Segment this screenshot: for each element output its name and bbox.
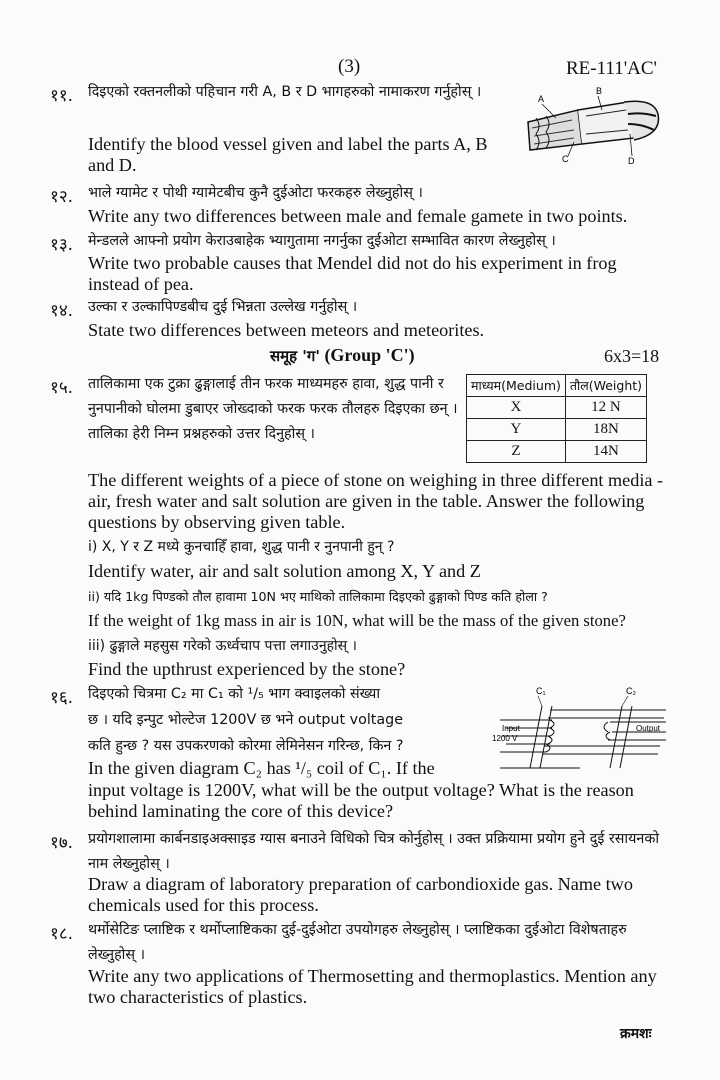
input-voltage-label: 1200 V (492, 734, 518, 743)
continued-label: क्रमशः (620, 1026, 652, 1042)
table-cell: 12 N (565, 397, 646, 419)
question-number-11: ११. (50, 86, 74, 106)
q15-iii-nepali: iii) ढुङ्गाले महसुस गरेको ऊर्ध्वचाप पत्ता लगाउनुहोस् । (88, 638, 357, 654)
q15-nepali: तालिकामा एक टुक्रा ढुङ्गालाई तीन फरक माध्यमहरु हावा, शुद्ध पानी र नुनपानीको घोलमा डुबाएर जोख्दाको फरक फरक तौलहरु दिइएका छन् । तालिका हेरी निम्न प्रश्नहरुको उत्तर दिनुहोस् । (88, 376, 458, 442)
q17-english: Draw a diagram of laboratory preparation of carbondioxide gas. Name two chemicals used for this process. (88, 874, 633, 915)
q15-i-english: Identify water, air and salt solution among X, Y and Z (88, 561, 481, 581)
group-title-english: (Group 'C') (324, 345, 415, 365)
question-number-14: १४. (50, 301, 74, 321)
table-cell: Y (467, 419, 566, 441)
media-weight-table (466, 374, 647, 463)
group-title-nepali: समूह 'ग' (270, 347, 320, 365)
table-header-medium: माध्यम(Medium) (467, 375, 566, 397)
q16-english-1: In the given diagram C₂ has ¹/₅ coil of C₁. If the (88, 758, 435, 778)
q16-nepali-1: दिइएको चित्रमा C₂ मा C₁ को ¹/₅ भाग क्वाइलको संख्या (88, 686, 381, 702)
table-row (467, 419, 647, 441)
blood-vessel-diagram (516, 84, 666, 164)
output-label: Output (636, 724, 661, 733)
q11-nepali: दिइएको रक्तनलीको पहिचान गरी A, B र D भागहरुको नामाकरण गर्नुहोस् । (88, 84, 482, 100)
q15-english: The different weights of a piece of stone on weighing in three different media - air, fresh water and salt solution are given in the table. Answer the following questions by observing given table. (88, 470, 664, 532)
q18-nepali: थर्मोसेटिङ प्लाष्टिक र थर्मोप्लाष्टिकका दुई-दुईओटा उपयोगहरु लेख्नुहोस् । प्लाष्टिकका दुईओटा विशेषताहरु लेख्नुहोस् । (88, 922, 627, 963)
group-marks: 6x3=18 (604, 346, 660, 366)
q11-english: Identify the blood vessel given and label the parts A, B and D. (88, 134, 488, 175)
q12-english: Write any two differences between male and female gamete in two points. (88, 206, 628, 226)
table-cell: 18N (565, 419, 646, 441)
coil-c2-label: C₂ (626, 686, 636, 696)
transformer-diagram (490, 684, 670, 774)
label-a: A (538, 94, 545, 104)
q15-iii-english: Find the upthrust experienced by the stone? (88, 659, 406, 679)
q13-english: Write two probable causes that Mendel did not do his experiment in frog instead of pea. (88, 253, 617, 294)
q16-nepali-2: छ । यदि इन्पुट भोल्टेज 1200V छ भने output voltage (88, 712, 404, 728)
table-cell: 14N (565, 441, 646, 463)
question-number-12: १२. (50, 187, 74, 207)
question-number-13: १३. (50, 235, 74, 255)
q16-english-2: input voltage is 1200V, what will be the output voltage? What is the reason behind laminating the core of this device? (88, 780, 634, 821)
q16-nepali-3: कति हुन्छ ? यस उपकरणको कोरमा लेमिनेसन गरिन्छ, किन ? (88, 738, 404, 754)
table-row (467, 441, 647, 463)
q13-nepali: मेन्डलले आफ्नो प्रयोग केराउबाहेक भ्यागुतामा नगर्नुका दुईओटा सम्भावित कारण लेख्नुहोस् । (88, 233, 556, 249)
coil-c1-label: C₁ (536, 686, 546, 696)
q14-nepali: उल्का र उल्कापिण्डबीच दुई भिन्नता उल्लेख गर्नुहोस् । (88, 299, 358, 315)
table-header-weight: तौल(Weight) (565, 375, 646, 397)
input-label: Input (502, 724, 520, 733)
page-number: (3) (338, 56, 361, 77)
q15-i-nepali: i) X, Y र Z मध्ये कुनचाहिँ हावा, शुद्ध पानी र नुनपानी हुन् ? (88, 539, 395, 555)
question-number-16: १६. (50, 688, 74, 708)
q15-ii-nepali: ii) यदि 1kg पिण्डको तौल हावामा 10N भए माथिको तालिकामा दिइएको ढुङ्गाको पिण्ड कति होला ? (88, 589, 548, 604)
q14-english: State two differences between meteors and meteorites. (88, 320, 485, 340)
question-number-15: १५. (50, 378, 74, 398)
label-b: B (596, 86, 603, 96)
q15-ii-english: If the weight of 1kg mass in air is 10N, what will be the mass of the given stone? (88, 611, 626, 630)
q17-nepali: प्रयोगशालामा कार्बनडाइअक्साइड ग्यास बनाउने विधिको चित्र कोर्नुहोस् । उक्त प्रक्रियामा प्रयोग हुने दुई रसायनको नाम लेख्नुहोस् । (88, 831, 660, 872)
table-cell: Z (467, 441, 566, 463)
q12-nepali: भाले ग्यामेट र पोथी ग्यामेटबीच कुनै दुईओटा फरकहरु लेख्नुहोस् । (88, 185, 423, 201)
question-number-18: १८. (50, 924, 74, 944)
exam-code: RE-111'AC' (566, 58, 657, 79)
table-cell: X (467, 397, 566, 419)
q18-english: Write any two applications of Thermosetting and thermoplastics. Mention any two characteristics of plastics. (88, 966, 657, 1007)
label-c: C (562, 154, 569, 164)
table-row (467, 397, 647, 419)
question-number-17: १७. (50, 833, 74, 853)
group-title (270, 345, 415, 366)
label-d: D (628, 156, 635, 164)
